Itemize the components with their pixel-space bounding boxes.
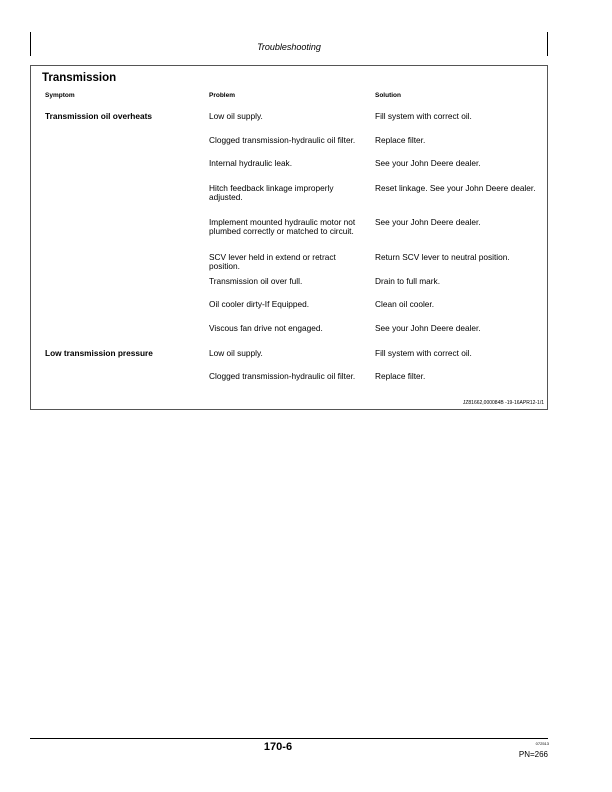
problem-cell: Hitch feedback linkage improperly adjusted. (209, 183, 334, 203)
symptom-cell: Low transmission pressure (45, 348, 153, 358)
solution-cell: See your John Deere dealer. (375, 323, 481, 333)
problem-cell: SCV lever held in extend or retract position. (209, 252, 336, 272)
problem-cell: Implement mounted hydraulic motor not plumbed correctly or matched to circuit. (209, 217, 356, 237)
symptom-cell: Transmission oil overheats (45, 111, 152, 121)
page-number: 170-6 (263, 741, 293, 753)
problem-cell: Viscous fan drive not engaged. (209, 323, 323, 333)
problem-cell: Low oil supply. (209, 111, 263, 121)
problem-cell: Low oil supply. (209, 348, 263, 358)
page-header (30, 32, 548, 56)
solution-cell: Drain to full mark. (375, 276, 441, 286)
header-title: Troubleshooting (257, 42, 321, 52)
solution-cell: Reset linkage. See your John Deere dealer. (375, 183, 536, 193)
problem-cell: Clogged transmission-hydraulic oil filter. (209, 135, 356, 145)
problem-cell: Transmission oil over full. (209, 276, 303, 286)
solution-cell: See your John Deere dealer. (375, 158, 481, 168)
pn-number: PN=266 (518, 750, 548, 759)
column-header-problem: Problem (209, 92, 236, 99)
solution-cell: Replace filter. (375, 371, 426, 381)
solution-cell: Return SCV lever to neutral position. (375, 252, 510, 262)
problem-cell: Oil cooler dirty-If Equipped. (209, 299, 310, 309)
solution-cell: Clean oil cooler. (375, 299, 435, 309)
problem-cell: Internal hydraulic leak. (209, 158, 293, 168)
solution-cell: Fill system with correct oil. (375, 348, 472, 358)
solution-cell: Replace filter. (375, 135, 426, 145)
column-header-symptom: Symptom (45, 92, 75, 99)
solution-cell: See your John Deere dealer. (375, 217, 481, 227)
problem-cell: Clogged transmission-hydraulic oil filter. (209, 371, 356, 381)
date-code: 072513 (535, 741, 549, 746)
troubleshooting-table (30, 65, 548, 410)
footer-divider (30, 738, 548, 739)
section-title: Transmission (42, 72, 117, 84)
column-header-solution: Solution (375, 92, 401, 99)
reference-code: JZ81662,000084B -19-16APR12-1/1 (462, 400, 544, 406)
solution-cell: Fill system with correct oil. (375, 111, 472, 121)
